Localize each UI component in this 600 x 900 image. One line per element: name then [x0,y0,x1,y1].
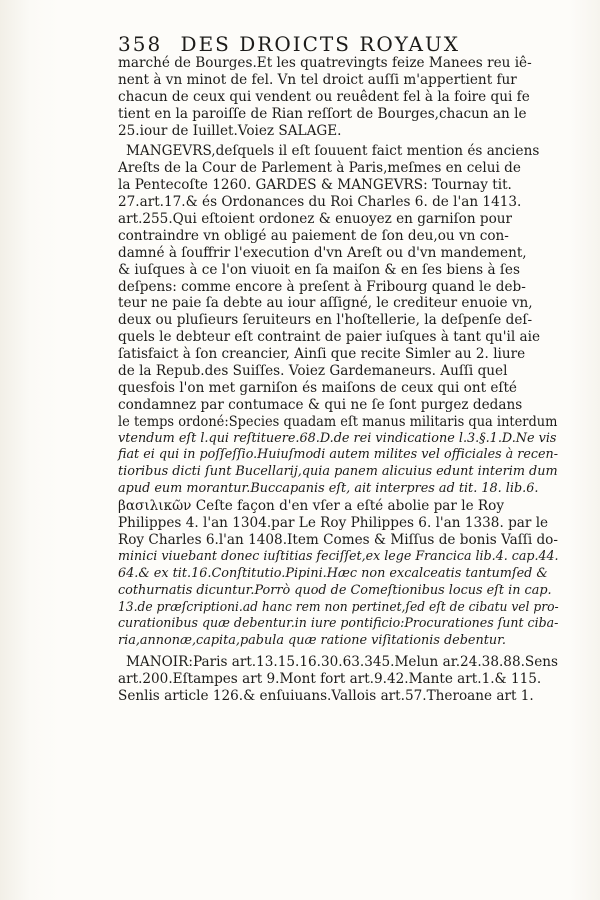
text-line: tient en la paroiſſe de Rian reſſort de Bourges,chacun an le [118,105,527,122]
text-line: damné à ſouffrir l'execution d'vn Areſt ou d'vn mandement, [118,244,527,261]
text-line: contraindre vn obligé au paiement de ſon deu,ou vn con- [118,227,509,244]
page-number: 358 [118,32,163,56]
text-line: βασιλικῶν Ceſte façon d'en vſer a eſté abolie par le Roy [118,498,505,515]
page-body [118,55,559,705]
text-line: & iuſques à ce l'on viuoit en ſa maiſon & en ſes biens à ſes [118,261,520,278]
text-line: tioribus dicti ſunt Bucellarij,quia panem alicuius edunt interim dum [118,464,558,480]
text-line: apud eum morantur.Buccapanis eſt, ait interpres ad tit. 18. lib.6. [118,481,539,497]
text-line: quels le debteur eſt contraint de paier iuſques à tant qu'il aie [118,329,541,346]
text-line: MANGEVRS,deſquels il eſt ſouuent faict mention és anciens [126,143,540,160]
text-line: de la Repub.des Suiſſes. Voiez Gardemaneurs. Auſſi quel [118,363,508,380]
text-line: Roy Charles 6.l'an 1408.Item Comes & Miſſus de bonis Vaſſi do- [118,531,558,548]
text-line: nent à vn minot de fel. Vn tel droict auſſi m'appertient fur [118,71,517,88]
text-line: Areſts de la Cour de Parlement à Paris,meſmes en celui de [118,160,521,177]
text-line: fiat ei qui in poſſeſſio.Huiuſmodi autem milites vel officiales à recen- [118,447,558,463]
text-line: art.200.Eſtampes art 9.Mont fort art.9.42.Mante art.1.& 115. [118,671,542,688]
text-line: ria,annonæ,capita,pabula quæ ratione viſitationis debentur. [118,633,506,649]
text-line: le temps ordoné:Species quadam eſt manus militaris qua interdum [118,413,558,430]
text-line: teur ne paie ſa debte au iour aſſigné, le crediteur enuoie vn, [118,295,533,312]
text-line: deſpens: comme encore à preſent à Fribourg quand le deb- [118,278,526,295]
text-line: cothurnatis dicuntur.Porrò quod de Comeſtionibus locus eſt in cap. [118,582,552,598]
text-line: deux ou pluſieurs ſeruiteurs en l'hoſtellerie, la deſpenſe deſ- [118,312,533,329]
text-line: curationibus quæ debentur.in iure pontificio:Procurationes ſunt ciba- [118,616,559,632]
paragraph [118,143,559,650]
text-line: chacun de ceux qui vendent ou reuêdent fel à la foire qui fe [118,88,530,105]
paragraph [118,55,550,139]
text-line: Philippes 4. l'an 1304.par Le Roy Philippes 6. l'an 1338. par le [118,515,549,532]
text-line: 64.& ex tit.16.Conſtitutio.Pipini.Hæc non excalceatis tantumſed & [118,565,548,581]
text-line: MANOIR:Paris art.13.15.16.30.63.345.Melun ar.24.38.88.Sens [126,654,559,671]
text-line: art.255.Qui eſtoient ordonez & enuoyez en garniſon pour [118,211,513,228]
text-line: ſatisfaict à ſon creancier, Ainſi que recite Simler au 2. liure [118,346,526,363]
text-line: 25.iour de Iuillet.Voiez SALAGE. [118,122,342,139]
text-line: la Pentecoſte 1260. GARDES & MANGEVRS: Tournay tit. [118,177,512,194]
text-line: minici viuebant donec iuſtitias feciſſet,ex lege Francica lib.4. cap.44. [118,548,559,564]
text-line: quesfois l'on met garniſon és maiſons de ceux qui ont eſté [118,379,517,396]
paragraph [118,654,559,705]
text-line: 13.de præſcriptioni.ad hanc rem non pertinet,ſed eſt de cibatu vel pro- [118,599,559,615]
running-title: DES DROICTS ROYAUX [180,32,460,56]
text-line: 27.art.17.& és Ordonances du Roi Charles 6. de l'an 1413. [118,194,522,211]
text-line: vtendum eſt l.qui reſtituere.68.D.de rei vindicatione l.3.§.1.D.Ne vis [118,430,557,446]
running-header [118,32,518,56]
text-line: condamnez par contumace & qui ne ſe ſont purgez dedans [118,396,523,413]
text-line: Senlis article 126.& enſuiuans.Vallois art.57.Theroane art 1. [118,687,534,704]
text-line: marché de Bourges.Et les quatrevingts feize Manees reu iê- [118,55,532,71]
